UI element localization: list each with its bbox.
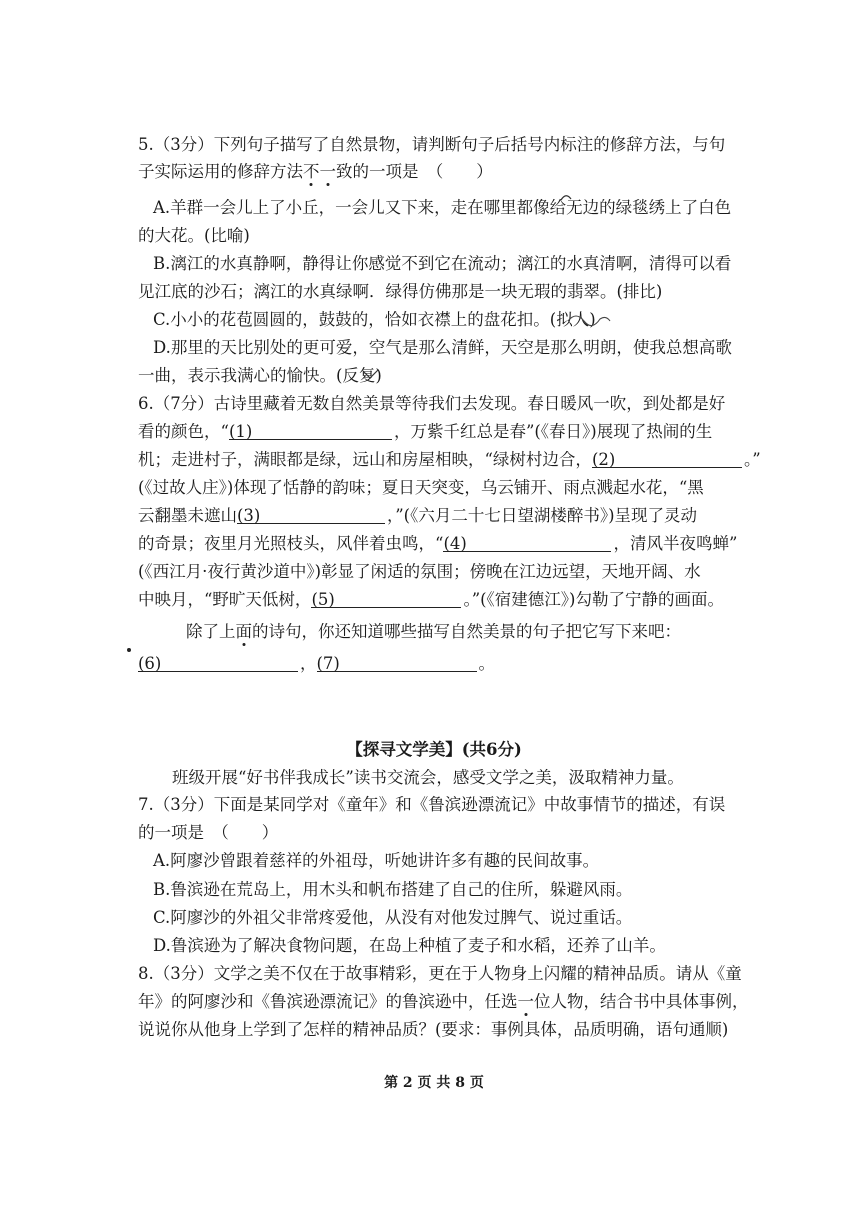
- blank-label-5: (5): [311, 590, 335, 609]
- blank-label-4: (4): [443, 534, 467, 553]
- q5-option-b-text-1: B.漓江的水真静啊，静得让你感觉不到它在流动；漓江的水真清啊，清得可以看: [153, 254, 732, 273]
- emphasis-dot-char: 一: [319, 162, 336, 181]
- q6-line-5: [138, 504, 738, 528]
- answer-blank-2[interactable]: [592, 448, 742, 468]
- q7-stem-line-1: [138, 793, 738, 817]
- q6-text-8b: 。”(《宿建德江》)勾勒了宁静的画面。: [463, 590, 724, 609]
- q5-option-d-text-1: D.那里的天比别处的更可爱，空气是那么清鲜，天空是那么明朗，使我总想高歌: [153, 338, 732, 357]
- q5-option-d-cont: [138, 364, 738, 388]
- section-intro-text: 班级开展“好书伴我成长”读书交流会，感受文学之美，汲取精神力量。: [172, 768, 684, 787]
- q8-line-1: [138, 962, 742, 986]
- blank-label-3: (3): [237, 506, 261, 525]
- q6-text-2b: ，万紫千红总是春”(《春日》)展现了热闹的生: [393, 422, 713, 441]
- q7-option-b: [153, 878, 753, 902]
- blank-label-7: (7): [316, 654, 340, 673]
- q5-stem-text: 5.（3分）下列句子描写了自然景物，请判断句子后括号内标注的修辞方法，与句: [138, 135, 726, 154]
- q5-option-a: [153, 196, 753, 220]
- q7-option-d: [153, 934, 753, 958]
- q6-end-punct: 。: [478, 654, 495, 673]
- q7-stem-text-1: 7.（3分）下面是某同学对《童年》和《鲁滨逊漂流记》中故事情节的描述，有误: [138, 795, 726, 814]
- q5-option-d: [153, 336, 753, 360]
- q5-option-a-cont: [138, 224, 738, 248]
- q5-option-a-text-2: 的大花。(比喻): [138, 226, 250, 245]
- answer-blank-5[interactable]: [311, 588, 461, 608]
- q6-text-5b: ，”(《六月二十七日望湖楼醉书》)呈现了灵动: [387, 506, 698, 525]
- answer-blank-1[interactable]: [229, 420, 392, 440]
- q6-text-1: 6.（7分）古诗里藏着无数自然美景等待我们去发现。春日暖风一吹，到处都是好: [138, 394, 726, 413]
- q5-option-b: [153, 252, 753, 276]
- q7-option-d-text: D.鲁滨逊为了解决食物问题，在岛上种植了麦子和水稻，还养了山羊。: [153, 936, 666, 955]
- q5-stem-text-a: 子实际运用的修辞方法: [138, 162, 303, 181]
- emphasis-dot-phrase: 除了上面的诗句: [186, 622, 302, 641]
- pen-check-icon: [362, 367, 380, 381]
- page-number: 第 2 页 共 8 页: [384, 1075, 484, 1091]
- q6-text-4: (《过故人庄》)体现了恬静的韵味；夏日天突变，乌云铺开、雨点溅起水花，“黑: [138, 478, 704, 497]
- section-title: [0, 738, 868, 762]
- q5-stem-line-2: [138, 160, 738, 184]
- q8-text-2a: 年》的阿廖沙和《鲁滨逊漂流记》的鲁滨逊中，任选: [138, 992, 518, 1011]
- ink-dot-icon: [125, 646, 133, 654]
- q5-stem-text-b: 致的一项是 （ ）: [336, 162, 493, 181]
- q8-line-2: [138, 990, 749, 1014]
- q6-line-9: [186, 620, 786, 644]
- blank-label-1: (1): [228, 422, 253, 441]
- q6-text-5a: 云翻墨未遮山: [138, 506, 237, 525]
- q6-text-9b: ，你还知道哪些描写自然美景的句子把它写下来吧：: [301, 622, 681, 641]
- q5-stem-line-1: [138, 133, 738, 157]
- q6-line-6: [138, 532, 738, 556]
- q6-text-3a: 机；走进村子，满眼都是绿，远山和房屋相映，“绿树村边合，: [138, 450, 592, 469]
- blank-label-6: (6): [138, 654, 162, 673]
- q6-line-3: [138, 448, 761, 472]
- q8-text-3: 说说你从他身上学到了怎样的精神品质？(要求：事例具体，品质明确，语句通顺): [138, 1020, 729, 1039]
- q5-option-d-text-2: 一曲，表示我满心的愉快。(反复): [138, 366, 382, 385]
- section-intro: [172, 766, 772, 790]
- q7-option-a-text: A.阿廖沙曾跟着慈祥的外祖母，听她讲许多有趣的民间故事。: [153, 851, 600, 870]
- q6-text-8a: 中映月，“野旷天低树，: [138, 590, 312, 609]
- q6-line-7: [138, 560, 738, 584]
- answer-blank-7[interactable]: [317, 652, 477, 672]
- q6-text-2a: 看的颜色，“: [138, 422, 229, 441]
- q6-text-6b: ，清风半夜鸣蝉”: [613, 534, 738, 553]
- q5-option-b-text-2: 见江底的沙石；漓江的水真绿啊．绿得仿佛那是一块无瑕的翡翠。(排比): [138, 282, 663, 301]
- q5-option-a-text-1: A.羊群一会儿上了小丘，一会儿又下来，走在哪里都像给无边的绿毯绣上了白色: [153, 198, 732, 217]
- q7-stem-line-2: [138, 821, 738, 845]
- q6-line-4: [138, 476, 738, 500]
- pen-mark-icon: [558, 190, 574, 206]
- q6-text-6a: 的奇景；夜里月光照枝头，风伴着虫鸣，“: [138, 534, 444, 553]
- q6-line-10: [138, 652, 738, 676]
- q5-option-b-cont: [138, 280, 738, 304]
- q6-line-1: [138, 392, 738, 416]
- page-footer: [0, 1071, 868, 1095]
- q7-option-c: [153, 906, 753, 930]
- q6-text-3b: 。”: [743, 450, 761, 469]
- q5-option-c-text: C.小小的花苞圆圆的，鼓鼓的，恰如衣襟上的盘花扣。(拟人): [153, 310, 596, 329]
- q6-line-2: [138, 420, 738, 444]
- emphasis-dot-char: 不: [303, 162, 320, 181]
- q5-option-c: [153, 308, 753, 332]
- pen-scribble-icon: [566, 309, 612, 329]
- q7-stem-text-2: 的一项是 （ ）: [138, 823, 279, 842]
- q6-text-7: (《西江月·夜行黄沙道中》)彰显了闲适的氛围；傍晚在江边远望，天地开阔、水: [138, 562, 701, 581]
- q8-text-2b: 位人物，结合书中具体事例，: [534, 992, 749, 1011]
- q7-option-a: [153, 849, 753, 873]
- q6-line-8: [138, 588, 738, 612]
- emphasis-dot-char: 一: [517, 992, 534, 1011]
- q8-text-1: 8.（3分）文学之美不仅在于故事精彩，更在于人物身上闪耀的精神品质。请从《童: [138, 964, 742, 983]
- answer-blank-3[interactable]: [237, 504, 385, 524]
- blank-label-2: (2): [591, 450, 616, 469]
- answer-blank-6[interactable]: [138, 652, 298, 672]
- q7-option-c-text: C.阿廖沙的外祖父非常疼爱他，从没有对他发过脾气、说过重话。: [153, 908, 633, 927]
- section-title-text: 【探寻文学美】(共6分): [346, 740, 522, 759]
- q7-option-b-text: B.鲁滨逊在荒岛上，用木头和帆布搭建了自己的住所，躲避风雨。: [153, 880, 633, 899]
- q6-separator: ，: [300, 654, 317, 673]
- answer-blank-4[interactable]: [443, 532, 611, 552]
- q8-line-3: [138, 1018, 738, 1042]
